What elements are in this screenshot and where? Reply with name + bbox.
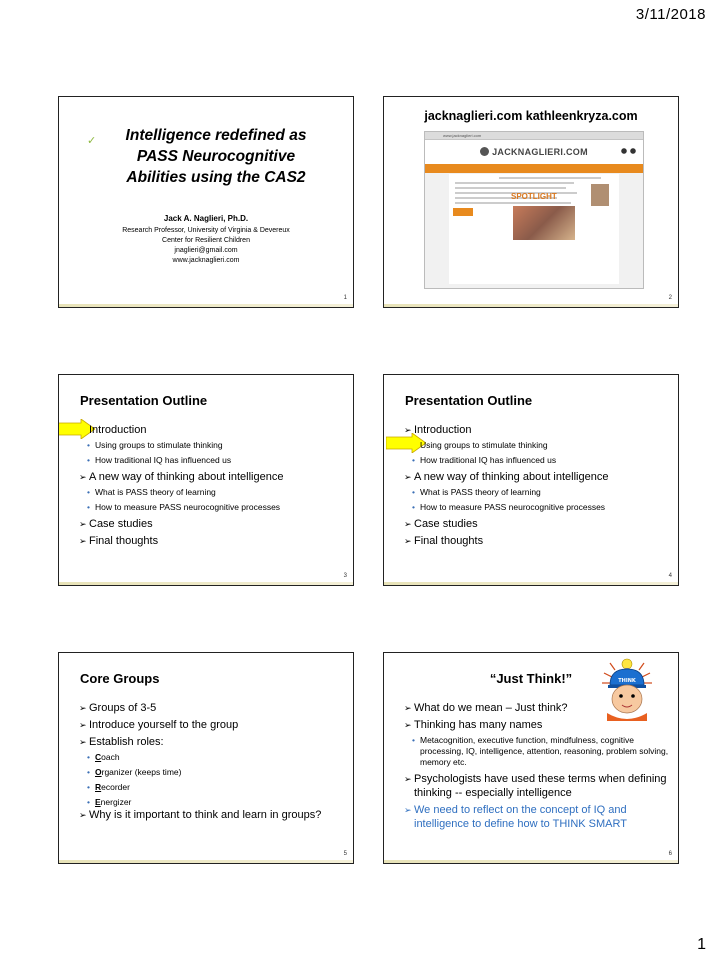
role-recorder: • Recorder bbox=[87, 782, 130, 792]
whats-new-badge bbox=[453, 208, 473, 216]
cap-text: THINK bbox=[618, 678, 636, 684]
slide-number: 1 bbox=[343, 295, 347, 301]
list-item: Using groups to stimulate thinking bbox=[420, 440, 548, 450]
role-energizer: • Energizer bbox=[87, 797, 132, 807]
list-item: ➢ We need to reflect on the concept of IQ and intelligence to define how to THINK SMART bbox=[404, 804, 627, 830]
author-name: Jack A. Naglieri, Ph.D. bbox=[163, 214, 249, 223]
author-info: Research Professor, University of Virginia & Devereux Center for Resilient Children jnaglieri@gmail.com www.jacknaglieri.com bbox=[122, 227, 290, 264]
outline-list bbox=[404, 423, 670, 551]
list-item: • How to measure PASS neurocognitive processes bbox=[87, 502, 281, 512]
checkmark-icon: ✓ bbox=[87, 135, 97, 147]
slide-3 bbox=[58, 374, 354, 586]
slide-5 bbox=[58, 652, 354, 864]
spotlight-logo: SPOTLIGHT bbox=[511, 192, 557, 201]
slide-number: 2 bbox=[668, 295, 672, 301]
slide-4 bbox=[383, 374, 679, 586]
list-item: ➢ Groups of 3-5 bbox=[79, 702, 157, 714]
list-item: • What is PASS theory of learning bbox=[412, 487, 541, 497]
list-item: ➢ Establish roles: bbox=[79, 736, 164, 748]
list-item: • How traditional IQ has influenced us bbox=[87, 455, 232, 465]
social-icons bbox=[621, 148, 637, 155]
list-item: ➢ Final thoughts bbox=[404, 535, 484, 547]
slide-title: “Just Think!” bbox=[489, 671, 573, 686]
slide-number: 5 bbox=[343, 851, 347, 857]
browser-address-bar: www.jacknaglieri.com bbox=[425, 132, 643, 140]
page-date: 3/11/2018 bbox=[635, 6, 706, 23]
slide-6 bbox=[383, 652, 679, 864]
role-coach: • Coach bbox=[87, 752, 120, 762]
website-screenshot bbox=[424, 131, 644, 289]
slide-number: 6 bbox=[668, 851, 672, 857]
website-nav-bar bbox=[425, 164, 643, 173]
website-urls: jacknaglieri.com kathleenkryza.com bbox=[424, 109, 638, 123]
just-think-list bbox=[404, 701, 670, 834]
list-item: • Metacognition, executive function, mindfulness, cognitive processing, IQ, intelligence, attention, reasoning, problem solving, memory etc. bbox=[412, 735, 669, 767]
list-item: ➢ Case studies bbox=[404, 518, 478, 530]
list-item: ➢ Why is it important to think and learn in groups? bbox=[79, 809, 322, 821]
list-item: ➢ What do we mean – Just think? bbox=[404, 702, 568, 714]
author-photo bbox=[591, 184, 609, 206]
list-item: • How traditional IQ has influenced us bbox=[412, 455, 557, 465]
outline-list bbox=[79, 423, 345, 551]
list-item: ➢ Case studies bbox=[79, 518, 153, 530]
list-item: ➢ A new way of thinking about intelligence bbox=[404, 471, 609, 483]
list-item: ➢ Final thoughts bbox=[79, 535, 159, 547]
website-header bbox=[425, 140, 643, 164]
slide-title: Core Groups bbox=[80, 671, 160, 686]
list-item: • How to measure PASS neurocognitive processes bbox=[412, 502, 606, 512]
list-item: ➢ Introduce yourself to the group bbox=[79, 719, 239, 731]
core-groups-list bbox=[79, 701, 345, 825]
role-organizer: • Organizer (keeps time) bbox=[87, 767, 182, 777]
list-item: ➢ A new way of thinking about intelligence bbox=[79, 471, 284, 483]
classroom-photo bbox=[513, 206, 575, 240]
slide-title: Presentation Outline bbox=[80, 393, 208, 408]
list-item: ➢ Introduction bbox=[404, 424, 472, 436]
page-number: 1 bbox=[697, 936, 706, 953]
list-item: • Using groups to stimulate thinking bbox=[87, 440, 223, 450]
list-item: ➢ Psychologists have used these terms when defining thinking -- especially intelligence bbox=[404, 773, 667, 799]
slide-number: 3 bbox=[343, 573, 347, 579]
slide-number: 4 bbox=[668, 573, 672, 579]
slide-1 bbox=[58, 96, 354, 308]
website-logo: JACKNAGLIERI.COM bbox=[480, 147, 588, 157]
list-item: • What is PASS theory of learning bbox=[87, 487, 216, 497]
list-item: ➢ Thinking has many names bbox=[404, 719, 543, 731]
slide-title: Presentation Outline bbox=[405, 393, 533, 408]
slide-2 bbox=[383, 96, 679, 308]
slide-1-title: Intelligence redefined as PASS Neurocognitive Abilities using the CAS2 bbox=[125, 127, 307, 186]
list-item: Introduction bbox=[89, 424, 147, 436]
